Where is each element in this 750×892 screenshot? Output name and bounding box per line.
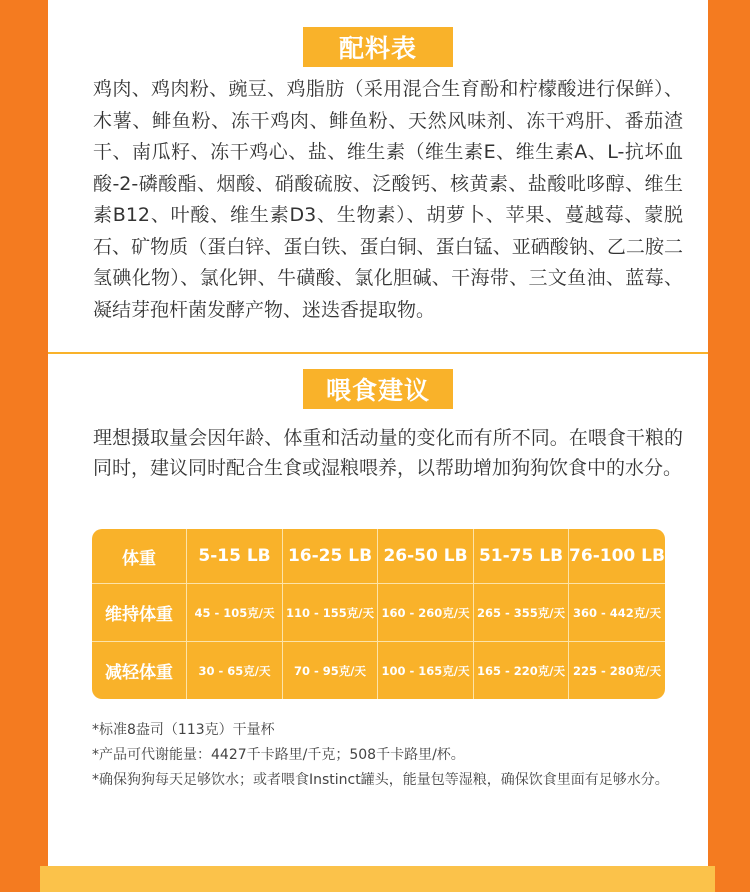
section-divider bbox=[48, 352, 708, 354]
column-header: 51-75 LB bbox=[474, 529, 569, 584]
table-cell: 265 - 355克/天 bbox=[474, 584, 569, 642]
note-energy: *产品可代谢能量：4427千卡路里/千克；508千卡路里/杯。 bbox=[92, 747, 465, 763]
table-cell: 165 - 220克/天 bbox=[474, 642, 569, 699]
note-cup: *标准8盎司（113克）干量杯 bbox=[92, 722, 275, 738]
row-label-maintain: 维持体重 bbox=[92, 584, 187, 642]
feeding-table bbox=[92, 529, 665, 699]
ingredients-text: 鸡肉、鸡肉粉、豌豆、鸡脂肪（采用混合生育酚和柠檬酸进行保鲜）、木薯、鲱鱼粉、冻干鸡肉、鲱鱼粉、天然风味剂、冻干鸡肝、番茄渣干、南瓜籽、冻干鸡心、盐、维生素（维生素E、维生素A、L-抗坏血酸-2-磷酸酯、烟酸、硝酸硫胺、泛酸钙、核黄素、盐酸吡哆醇、维生素B12、叶酸、维生素D3、生物素）、胡萝卜、苹果、蔓越莓、蒙脱石、矿物质（蛋白锌、蛋白铁、蛋白铜、蛋白锰、亚硒酸钠、乙二胺二氢碘化物）、氯化钾、牛磺酸、氯化胆碱、干海带、三文鱼油、蓝莓、凝结芽孢杆菌发酵产物、迷迭香提取物。 bbox=[93, 78, 683, 321]
note-water: *确保狗狗每天足够饮水；或者喂食Instinct罐头，能量包等湿粮，确保饮食里面有足够水分。 bbox=[92, 772, 669, 788]
column-header: 5-15 LB bbox=[187, 529, 283, 584]
column-header: 26-50 LB bbox=[378, 529, 474, 584]
feeding-text: 理想摄取量会因年龄、体重和活动量的变化而有所不同。在喂食干粮的同时，建议同时配合生食或湿粮喂养，以帮助增加狗狗饮食中的水分。 bbox=[93, 427, 683, 479]
table-cell: 110 - 155克/天 bbox=[283, 584, 378, 642]
feeding-notes bbox=[92, 718, 682, 793]
column-header: 76-100 LB bbox=[569, 529, 665, 584]
table-cell: 360 - 442克/天 bbox=[569, 584, 665, 642]
weight-header: 体重 bbox=[92, 529, 187, 584]
table-cell: 30 - 65克/天 bbox=[187, 642, 283, 699]
table-cell: 160 - 260克/天 bbox=[378, 584, 474, 642]
bottom-strip bbox=[40, 866, 715, 892]
table-cell: 70 - 95克/天 bbox=[283, 642, 378, 699]
column-header: 16-25 LB bbox=[283, 529, 378, 584]
feeding-title: 喂食建议 bbox=[303, 369, 453, 409]
table-cell: 100 - 165克/天 bbox=[378, 642, 474, 699]
table-cell: 45 - 105克/天 bbox=[187, 584, 283, 642]
table-cell: 225 - 280克/天 bbox=[573, 663, 661, 678]
row-label-lose: 减轻体重 bbox=[92, 642, 187, 699]
ingredients-title: 配料表 bbox=[303, 27, 453, 67]
